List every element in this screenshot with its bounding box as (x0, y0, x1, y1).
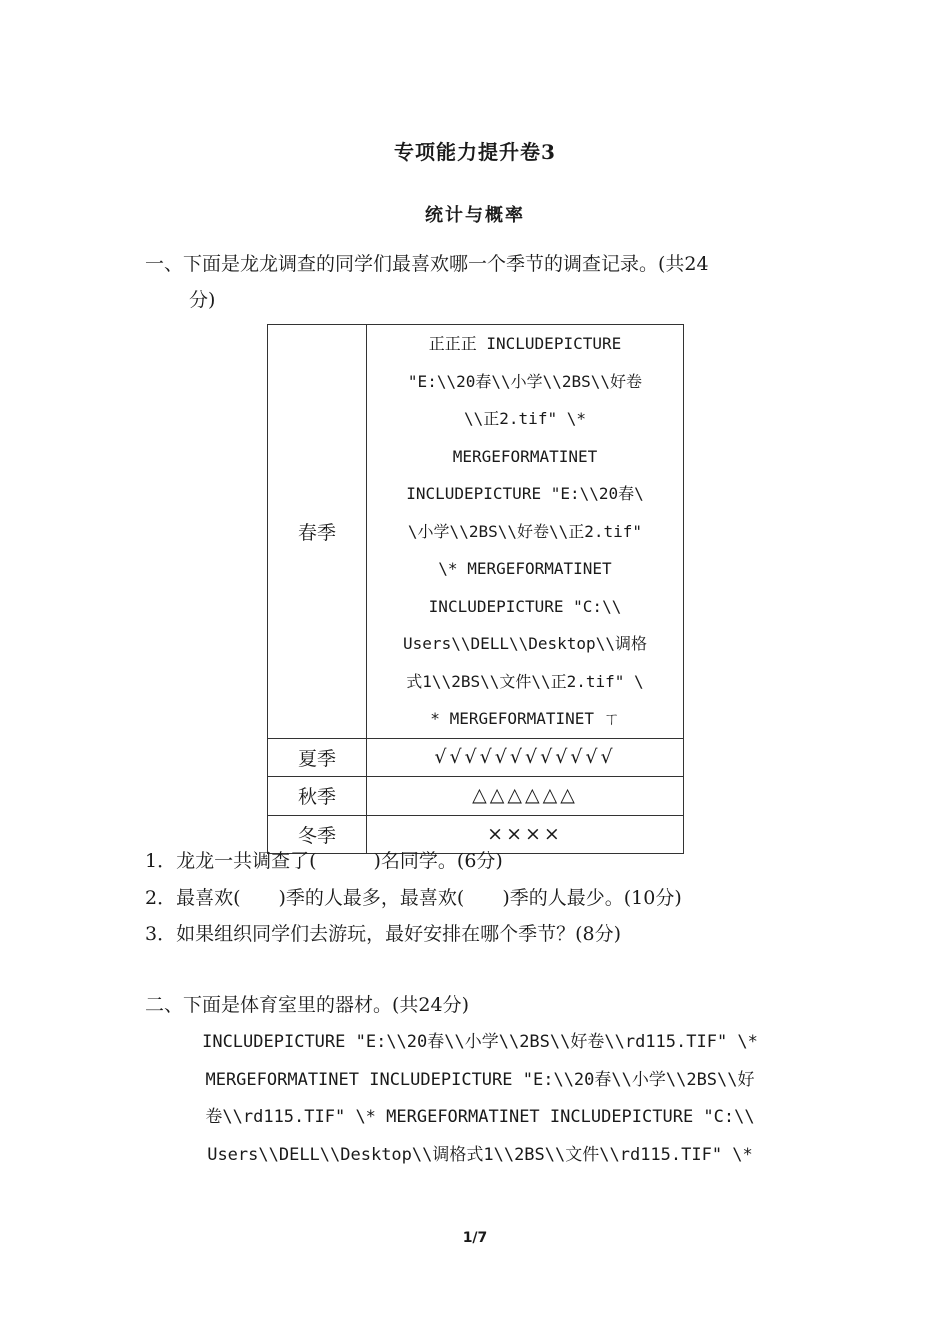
tally-line: INCLUDEPICTURE "C:\\ (428, 596, 622, 616)
tally-marks-cell: √√√√√√√√√√√√ (367, 738, 684, 777)
season-label: 夏季 (268, 738, 367, 777)
field-line: INCLUDEPICTURE "E:\\20春\\小学\\2BS\\好卷\\rd115.TIF" \* (202, 1032, 758, 1052)
field-line: 卷\\rd115.TIF" \* MERGEFORMATINET INCLUDEPICTURE "C:\\ (205, 1107, 755, 1127)
tally-line: 式1\\2BS\\文件\\正2.tif" \ (406, 671, 644, 691)
season-label: 春季 (268, 325, 367, 739)
page-number: 1/7 (462, 1230, 488, 1246)
tally-line: \小学\\2BS\\好卷\\正2.tif" (407, 521, 643, 541)
table-row (268, 738, 684, 777)
tally-marks-cell: ×××× (367, 815, 684, 854)
tally-line: \\正2.tif" \* (464, 409, 586, 428)
section-2-heading: 二、下面是体育室里的器材。(共24分) (145, 994, 470, 1016)
tally-line: 正正正 INCLUDEPICTURE (428, 334, 622, 353)
field-line: MERGEFORMATINET INCLUDEPICTURE "E:\\20春\\小学\\2BS\\好 (205, 1069, 755, 1090)
page-title: 专项能力提升卷3 (394, 140, 556, 164)
tally-marks-cell (367, 325, 684, 739)
tally-line: MERGEFORMATINET (452, 446, 598, 466)
tally-line: Users\\DELL\\Desktop\\调格 (403, 634, 647, 653)
season-survey-table (267, 324, 684, 854)
section-1-heading (145, 246, 815, 318)
picture-field-code (150, 1024, 810, 1174)
section-1-heading-line2: 分) (189, 289, 216, 311)
tally-line: INCLUDEPICTURE "E:\\20春\ (406, 484, 644, 503)
tally-line: \* MERGEFORMATINET (438, 559, 612, 578)
question-3: 3．如果组织同学们去游玩，最好安排在哪个季节？(8分) (145, 923, 622, 945)
question-2: 2．最喜欢( )季的人最多，最喜欢( )季的人最少。(10分) (145, 887, 682, 909)
tally-marks-cell: △△△△△△ (367, 777, 684, 816)
tally-line: "E:\\20春\\小学\\2BS\\好卷 (407, 371, 643, 391)
question-1: 1．龙龙一共调查了( )名同学。(6分) (145, 850, 503, 872)
season-label: 秋季 (268, 777, 367, 816)
tally-line: * MERGEFORMATINET ㄒ (430, 709, 620, 728)
field-line: Users\\DELL\\Desktop\\调格式1\\2BS\\文件\\rd115.TIF" \* (207, 1144, 753, 1165)
table-row (268, 325, 684, 739)
page-subtitle: 统计与概率 (425, 205, 525, 226)
table-row (268, 777, 684, 816)
section-1-heading-line1: 一、下面是龙龙调查的同学们最喜欢哪一个季节的调查记录。(共24 (145, 253, 709, 275)
season-label: 冬季 (268, 815, 367, 854)
